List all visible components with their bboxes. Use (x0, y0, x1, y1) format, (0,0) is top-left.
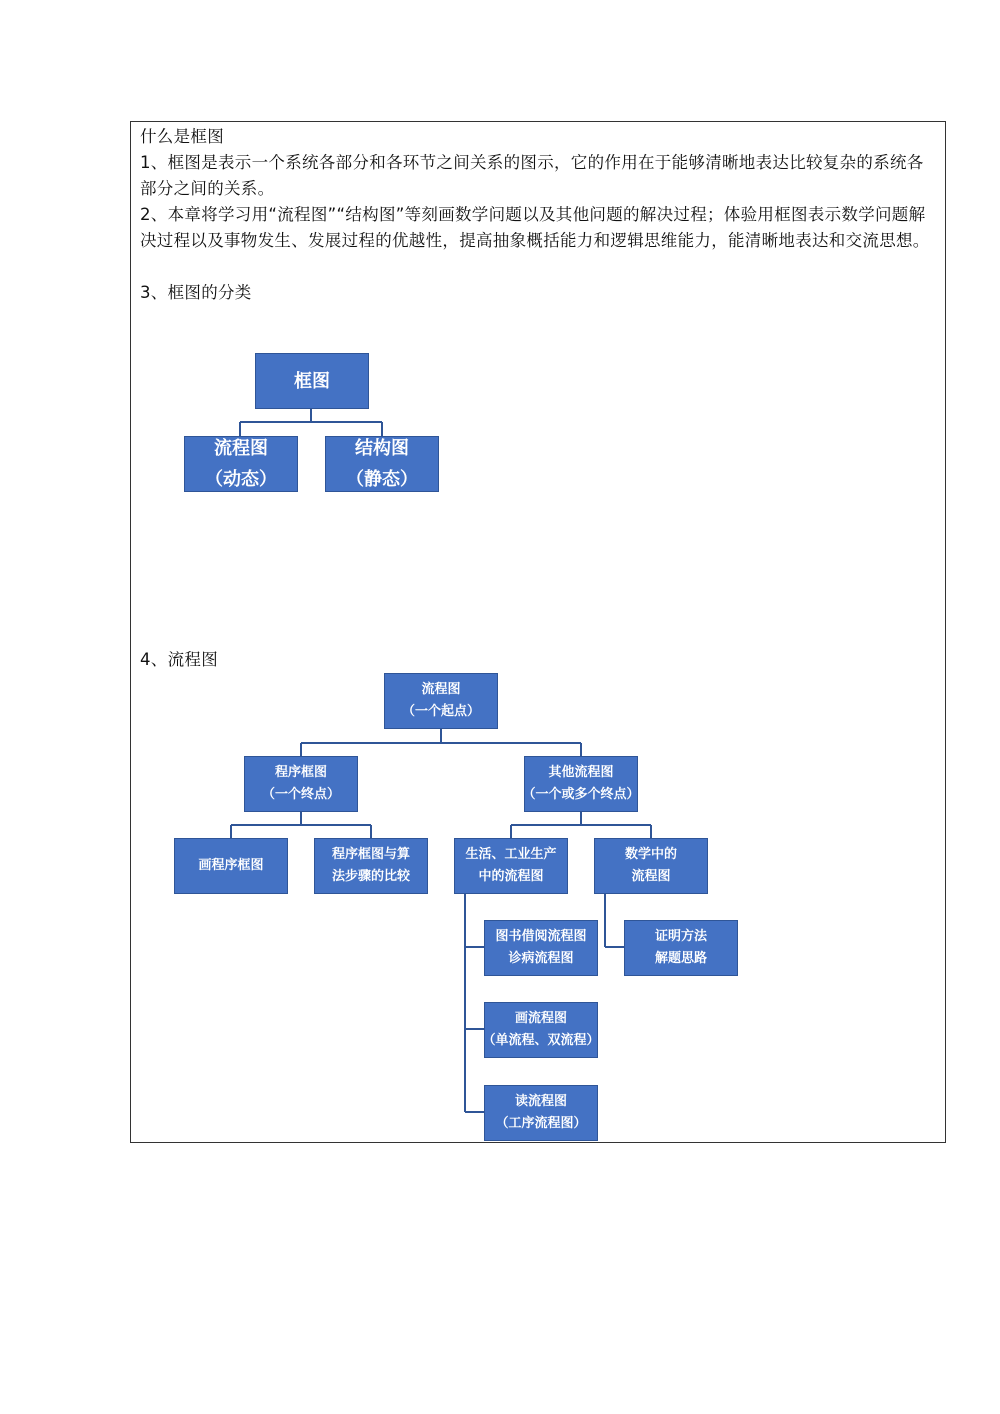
paragraph-2: 2、本章将学习用“流程图”“结构图”等刻画数学问题以及其他问题的解决过程；体验用框图表示数学问题解决过程以及事物发生、发展过程的优越性，提高抽象概括能力和逻辑思维能力，能清晰地表达和交流思想。 (140, 205, 930, 250)
node-flowchart-root: 流程图 （一个起点） (384, 673, 498, 729)
node-read-flow: 读流程图 （工序流程图） (484, 1085, 598, 1141)
node-program-chart: 程序框图 （一个终点） (244, 756, 358, 812)
node-structure-static: 结构图 （静态） (325, 436, 439, 492)
node-other-flowchart: 其他流程图 （一个或多个终点） (524, 756, 638, 812)
node-life-industry: 生活、工业生产 中的流程图 (454, 838, 568, 894)
node-compare: 程序框图与算 法步骤的比较 (314, 838, 428, 894)
node-kuangtu: 框图 (255, 353, 369, 409)
section-heading: 什么是框图 (140, 127, 224, 146)
node-flowchart-dynamic: 流程图 （动态） (184, 436, 298, 492)
node-proof-method: 证明方法 解题思路 (624, 920, 738, 976)
node-math-flowchart: 数学中的 流程图 (594, 838, 708, 894)
node-library-diagnosis: 图书借阅流程图 诊病流程图 (484, 920, 598, 976)
paragraph-3: 3、框图的分类 (140, 283, 252, 302)
paragraph-4: 4、流程图 (140, 650, 218, 669)
paragraph-1: 1、框图是表示一个系统各部分和各环节之间关系的图示，它的作用在于能够清晰地表达比较复杂的系统各部分之间的关系。 (140, 153, 924, 198)
node-draw-program: 画程序框图 (174, 838, 288, 894)
node-draw-flow: 画流程图 （单流程、双流程） (484, 1002, 598, 1058)
